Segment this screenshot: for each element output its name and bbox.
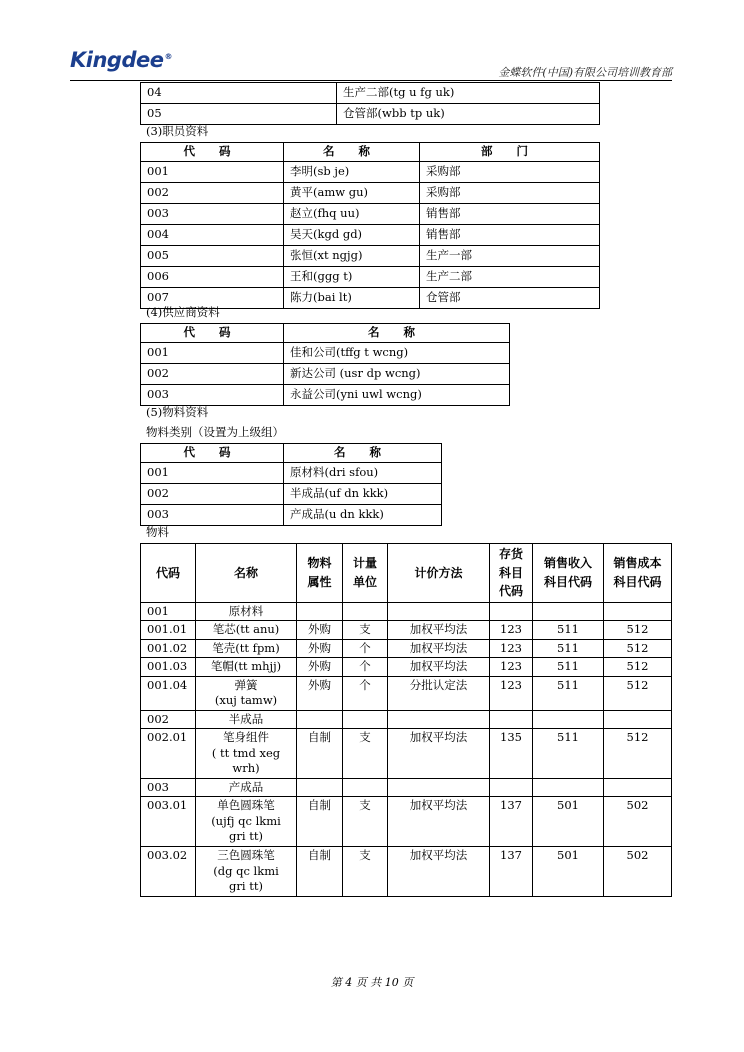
- column-header-line: 销售收入: [543, 556, 592, 571]
- table-row: [141, 710, 672, 729]
- table-cell: 陈力(bai lt): [284, 287, 420, 308]
- column-header-line: 计价方法: [414, 565, 463, 580]
- column-header: 名 称: [284, 444, 442, 463]
- table-cell: 生产二部(tg u fg uk): [337, 83, 600, 104]
- table-cell: 135: [490, 729, 533, 779]
- materials-table: [140, 543, 672, 897]
- column-header-line: 销售成本: [613, 556, 662, 571]
- column-header-line: 科目: [498, 565, 523, 580]
- column-header: 代 码: [141, 444, 284, 463]
- column-header: [343, 544, 388, 603]
- table-cell: 003: [141, 504, 284, 525]
- table-cell: 加权平均法: [388, 797, 490, 847]
- column-header: 代 码: [141, 324, 284, 343]
- logo-text: Kingdee: [70, 48, 164, 72]
- table-cell: 三色圆珠笔 (dg qc lkmi gri tt): [196, 847, 297, 897]
- column-header: 名 称: [284, 324, 510, 343]
- table-cell: 003.02: [141, 847, 196, 897]
- table-cell: 个: [343, 676, 388, 710]
- table-row: [141, 797, 672, 847]
- table-cell: 外购: [297, 639, 343, 658]
- table-cell: 006: [141, 266, 284, 287]
- column-header-line: 代码: [498, 584, 523, 599]
- table-cell: 003: [141, 203, 284, 224]
- table-cell: 05: [141, 104, 337, 125]
- table-cell: 502: [604, 847, 672, 897]
- kingdee-logo: [70, 48, 172, 72]
- table-cell: 007: [141, 287, 284, 308]
- table-row: [141, 729, 672, 779]
- table-cell: 137: [490, 847, 533, 897]
- table-cell: 001: [141, 161, 284, 182]
- table-row: [141, 676, 672, 710]
- table-cell: 笔芯(tt anu): [196, 621, 297, 640]
- table-cell: 502: [604, 797, 672, 847]
- column-header: 代 码: [141, 143, 284, 162]
- table-cell: 永益公司(yni uwl wcng): [284, 384, 510, 405]
- table-cell: 销售部: [420, 224, 600, 245]
- column-header: 名 称: [284, 143, 420, 162]
- table-cell: 001.04: [141, 676, 196, 710]
- table-cell: [604, 602, 672, 621]
- table-cell: 002: [141, 182, 284, 203]
- column-header: [141, 544, 196, 603]
- table-cell: 李明(sb je): [284, 161, 420, 182]
- table-cell: [533, 778, 604, 797]
- table-cell: 137: [490, 797, 533, 847]
- table-cell: 003: [141, 778, 196, 797]
- table-cell: [388, 778, 490, 797]
- table-cell: 采购部: [420, 161, 600, 182]
- table-cell: [604, 710, 672, 729]
- table-row: [141, 266, 600, 287]
- table-cell: [343, 710, 388, 729]
- column-header: [388, 544, 490, 603]
- table-cell: 产成品: [196, 778, 297, 797]
- table-cell: 511: [533, 729, 604, 779]
- table-cell: 吴天(kgd gd): [284, 224, 420, 245]
- table-cell: [343, 602, 388, 621]
- table-cell: [297, 710, 343, 729]
- table-cell: 512: [604, 621, 672, 640]
- table-row: [141, 182, 600, 203]
- table-row: [141, 363, 510, 384]
- supplier-caption: (4)供应商资料: [146, 305, 220, 319]
- table-row: [141, 83, 600, 104]
- table-cell: 002: [141, 363, 284, 384]
- table-row: [141, 847, 672, 897]
- table-cell: [490, 602, 533, 621]
- table-cell: 512: [604, 639, 672, 658]
- table-cell: 001.02: [141, 639, 196, 658]
- table-cell: 生产二部: [420, 266, 600, 287]
- table-row: [141, 639, 672, 658]
- table-row: [141, 384, 510, 405]
- header-rule: [70, 80, 672, 81]
- table-cell: 加权平均法: [388, 621, 490, 640]
- table-cell: [388, 710, 490, 729]
- table-row: [141, 224, 600, 245]
- column-header-line: 物料: [307, 556, 332, 571]
- supplier-table: [140, 323, 510, 406]
- table-cell: 001: [141, 462, 284, 483]
- column-header-line: 代码: [155, 565, 180, 580]
- table-row: [141, 462, 442, 483]
- table-cell: 501: [533, 847, 604, 897]
- table-cell: 501: [533, 797, 604, 847]
- table-cell: 加权平均法: [388, 729, 490, 779]
- table-cell: 001.03: [141, 658, 196, 677]
- table-cell: 002.01: [141, 729, 196, 779]
- table-row: [141, 504, 442, 525]
- table-cell: 支: [343, 729, 388, 779]
- column-header: [196, 544, 297, 603]
- table-cell: 赵立(fhq uu): [284, 203, 420, 224]
- table-cell: 个: [343, 658, 388, 677]
- table-cell: 123: [490, 621, 533, 640]
- table-row: [141, 483, 442, 504]
- column-header: 部 门: [420, 143, 600, 162]
- column-header: [490, 544, 533, 603]
- column-header-line: 单位: [352, 574, 377, 589]
- table-cell: [490, 710, 533, 729]
- table-cell: 支: [343, 621, 388, 640]
- table-cell: 单色圆珠笔 (ujfj qc lkmi gri tt): [196, 797, 297, 847]
- material-category-caption: 物料类别（设置为上级组）: [146, 425, 284, 439]
- logo-mark: ®: [164, 52, 172, 61]
- table-cell: 001: [141, 342, 284, 363]
- table-cell: [388, 602, 490, 621]
- table-cell: 004: [141, 224, 284, 245]
- table-cell: [490, 778, 533, 797]
- table-row: [141, 602, 672, 621]
- table-cell: 511: [533, 676, 604, 710]
- department-table-continued: [140, 82, 600, 125]
- column-header: [533, 544, 604, 603]
- table-cell: [533, 710, 604, 729]
- table-cell: [343, 778, 388, 797]
- table-cell: 511: [533, 639, 604, 658]
- table-cell: [533, 602, 604, 621]
- table-cell: 原材料(dri sfou): [284, 462, 442, 483]
- column-header-line: 属性: [307, 574, 332, 589]
- table-cell: [297, 778, 343, 797]
- table-cell: 弹簧 (xuj tamw): [196, 676, 297, 710]
- table-cell: 加权平均法: [388, 658, 490, 677]
- table-cell: 自制: [297, 729, 343, 779]
- table-cell: 黄平(amw gu): [284, 182, 420, 203]
- table-cell: 123: [490, 658, 533, 677]
- table-row: [141, 342, 510, 363]
- material-caption: (5)物料资料: [146, 405, 209, 419]
- page-footer: 第 4 页 共 10 页: [330, 976, 414, 989]
- table-cell: 王和(ggg t): [284, 266, 420, 287]
- table-cell: 支: [343, 847, 388, 897]
- table-cell: 个: [343, 639, 388, 658]
- table-cell: 生产一部: [420, 245, 600, 266]
- table-cell: 自制: [297, 847, 343, 897]
- table-cell: 仓管部: [420, 287, 600, 308]
- table-cell: 新达公司 (usr dp wcng): [284, 363, 510, 384]
- table-cell: 123: [490, 676, 533, 710]
- table-row: [141, 161, 600, 182]
- table-cell: 张恒(xt ngjg): [284, 245, 420, 266]
- table-cell: 产成品(u dn kkk): [284, 504, 442, 525]
- material-category-table: [140, 443, 442, 526]
- table-cell: 512: [604, 658, 672, 677]
- table-cell: 销售部: [420, 203, 600, 224]
- staff-table: [140, 142, 600, 309]
- table-row: [141, 203, 600, 224]
- table-cell: 加权平均法: [388, 639, 490, 658]
- table-cell: 笔帽(tt mhjj): [196, 658, 297, 677]
- table-cell: 半成品: [196, 710, 297, 729]
- table-cell: 佳和公司(tffg t wcng): [284, 342, 510, 363]
- table-cell: 笔壳(tt fpm): [196, 639, 297, 658]
- table-cell: [297, 602, 343, 621]
- table-cell: 支: [343, 797, 388, 847]
- table-cell: 自制: [297, 797, 343, 847]
- materials-caption: 物料: [146, 525, 169, 539]
- table-cell: 511: [533, 621, 604, 640]
- table-cell: 仓管部(wbb tp uk): [337, 104, 600, 125]
- table-cell: 512: [604, 676, 672, 710]
- table-row: [141, 621, 672, 640]
- column-header-line: 科目代码: [613, 574, 662, 589]
- table-row: [141, 658, 672, 677]
- table-cell: 04: [141, 83, 337, 104]
- table-row: [141, 778, 672, 797]
- table-cell: [604, 778, 672, 797]
- table-cell: 外购: [297, 658, 343, 677]
- table-cell: 123: [490, 639, 533, 658]
- table-cell: 分批认定法: [388, 676, 490, 710]
- table-cell: 005: [141, 245, 284, 266]
- table-cell: 001.01: [141, 621, 196, 640]
- table-cell: 采购部: [420, 182, 600, 203]
- column-header-line: 存货: [498, 547, 523, 561]
- company-name: 金蝶软件(中国)有限公司培训教育部: [498, 66, 672, 79]
- table-cell: 加权平均法: [388, 847, 490, 897]
- column-header-line: 科目代码: [543, 574, 592, 589]
- column-header: [297, 544, 343, 603]
- table-cell: 003.01: [141, 797, 196, 847]
- table-cell: 002: [141, 710, 196, 729]
- table-row: [141, 245, 600, 266]
- table-row: [141, 104, 600, 125]
- table-cell: 半成品(uf dn kkk): [284, 483, 442, 504]
- table-cell: 外购: [297, 621, 343, 640]
- column-header-line: 计量: [352, 556, 377, 571]
- table-cell: 笔身组件 ( tt tmd xeg wrh): [196, 729, 297, 779]
- table-cell: 原材料: [196, 602, 297, 621]
- table-cell: 511: [533, 658, 604, 677]
- staff-caption: (3)职员资料: [146, 124, 209, 138]
- table-cell: 外购: [297, 676, 343, 710]
- table-cell: 002: [141, 483, 284, 504]
- column-header-line: 名称: [233, 565, 258, 580]
- column-header: [604, 544, 672, 603]
- table-cell: 001: [141, 602, 196, 621]
- table-cell: 003: [141, 384, 284, 405]
- table-cell: 512: [604, 729, 672, 779]
